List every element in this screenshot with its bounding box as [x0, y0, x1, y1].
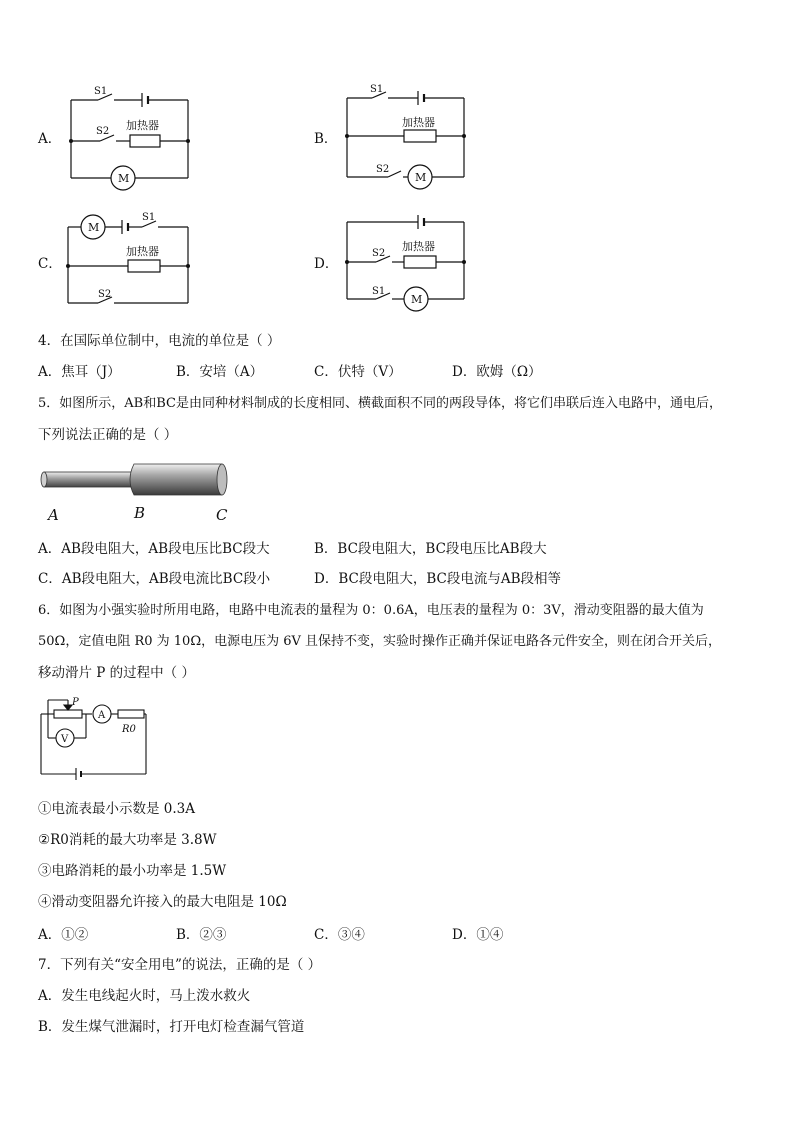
q5-option-c: C．AB段电阻大，AB段电流比BC段小	[38, 571, 271, 587]
motor-label: M	[415, 171, 427, 184]
q6-statement-3: ③电路消耗的最小功率是 1.5W	[38, 863, 227, 879]
point-b-label: B	[134, 504, 146, 522]
q6-option-c: C．③④	[314, 927, 365, 943]
q5-stem-line2: 下列说法正确的是（ ）	[38, 427, 178, 443]
option-c-letter: C．	[38, 256, 62, 272]
q4-option-a: A．焦耳（J）	[38, 364, 121, 380]
switch-s1-label: S1	[372, 286, 386, 297]
motor-label: M	[411, 293, 423, 306]
resistor-r0-label: R0	[122, 724, 136, 735]
circuit-diagram-b	[336, 80, 476, 192]
q7-option-b: B．发生煤气泄漏时，打开电灯检查漏气管道	[38, 1019, 305, 1035]
q7-stem: 7．下列有关“安全用电”的说法，正确的是（ ）	[38, 957, 322, 973]
option-b-letter: B．	[314, 131, 338, 147]
q4-option-b: B．安培（A）	[176, 364, 264, 380]
q6-statement-1: ①电流表最小示数是 0.3A	[38, 801, 196, 817]
q6-statement-2: ②R0消耗的最大功率是 3.8W	[38, 832, 217, 848]
switch-s2-label: S2	[372, 248, 386, 259]
motor-label: M	[118, 172, 130, 185]
q5-option-a: A．AB段电阻大，AB段电压比BC段大	[38, 541, 270, 557]
switch-s1-label: S1	[370, 84, 384, 95]
option-d-letter: D．	[314, 256, 339, 272]
heater-label: 加热器	[402, 116, 435, 129]
q6-circuit-diagram	[36, 694, 156, 782]
q6-stem-line1: 6．如图为小强实验时所用电路，电路中电流表的量程为 0：0.6A，电压表的量程为 0：3V，滑动变阻器的最大值为	[38, 603, 704, 618]
q4-stem: 4．在国际单位制中，电流的单位是（ ）	[38, 333, 281, 349]
circuit-diagram-a	[60, 80, 200, 192]
q4-option-d: D．欧姆（Ω）	[452, 364, 542, 380]
motor-label: M	[88, 221, 100, 234]
ammeter-label: A	[98, 710, 106, 721]
q6-statement-4: ④滑动变阻器允许接入的最大电阻是 10Ω	[38, 894, 287, 910]
heater-label: 加热器	[126, 245, 159, 258]
q6-stem-line2: 50Ω，定值电阻 R0 为 10Ω，电源电压为 6V 且保持不变，实验时操作正确并保证电路各元件安全，则在闭合开关后，	[38, 634, 722, 649]
option-a-letter: A．	[38, 131, 62, 147]
voltmeter-label: V	[61, 734, 69, 745]
circuit-diagram-c	[60, 205, 200, 317]
heater-label: 加热器	[126, 119, 159, 132]
q6-stem-line3: 移动滑片 P 的过程中（ ）	[38, 665, 195, 681]
switch-s2-label: S2	[376, 164, 390, 175]
switch-s1-label: S1	[94, 86, 108, 97]
q5-option-b: B．BC段电阻大，BC段电压比AB段大	[314, 541, 547, 557]
point-c-label: C	[216, 506, 228, 524]
circuit-diagram-d	[336, 205, 476, 317]
q6-option-d: D．①④	[452, 927, 504, 943]
q6-option-a: A．①②	[38, 927, 89, 943]
q7-option-a: A．发生电线起火时，马上泼水救火	[38, 988, 251, 1004]
conductor-figure	[38, 458, 238, 528]
slider-p-label: P	[72, 697, 79, 708]
heater-label: 加热器	[402, 240, 435, 253]
q5-stem-line1: 5．如图所示，AB和BC是由同种材料制成的长度相同、横截面积不同的两段导体，将它们串联后连入电路中，通电后，	[38, 396, 722, 411]
switch-s2-label: S2	[96, 126, 110, 137]
switch-s2-label: S2	[98, 289, 112, 300]
q5-option-d: D．BC段电阻大，BC段电流与AB段相等	[314, 571, 561, 587]
point-a-label: A	[48, 506, 59, 524]
q4-option-c: C．伏特（V）	[314, 364, 402, 380]
q6-option-b: B．②③	[176, 927, 227, 943]
switch-s1-label: S1	[142, 212, 156, 223]
